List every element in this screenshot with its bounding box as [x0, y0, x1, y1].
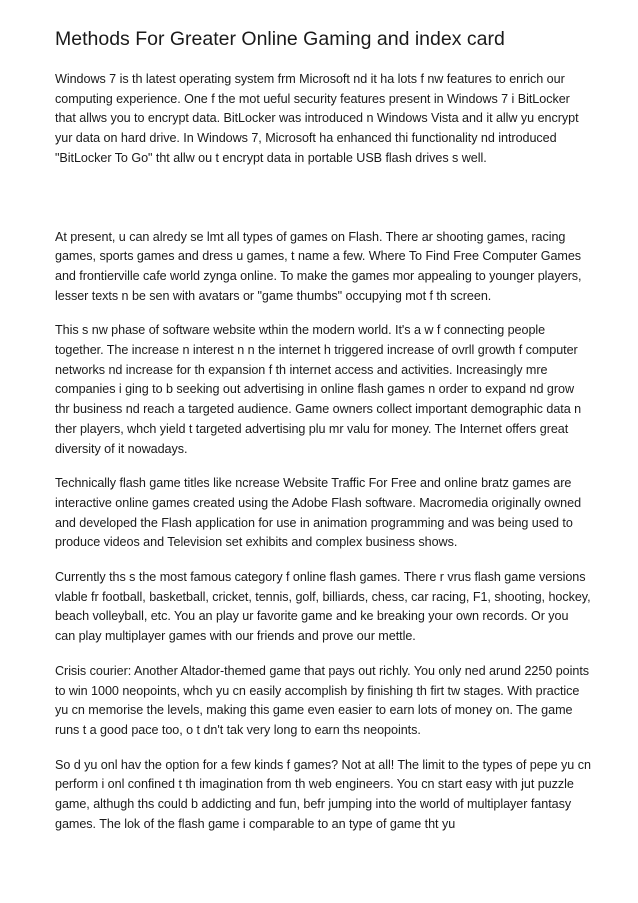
document-title: Methods For Greater Online Gaming and index card — [55, 28, 505, 50]
paragraph-bitlocker: Windows 7 is th latest operating system frm Microsoft nd it ha lots f nw features to enrich our computing experience. One f the mot ueful security features present in Windows 7 i BitLocker that allws you to encrypt data. BitLocker was introduced n Windows Vista and it allw yu encrypt yur data on hard drive. In Windows 7, Microsoft ha enhanced thi functionality nd introduced "BitLocker To Go" tht allw ou t encrypt data in portable USB flash drives s well. — [55, 72, 579, 165]
document-body — [55, 70, 591, 850]
paragraph-crisis-courier: Crisis courier: Another Altador-themed game that pays out richly. You only ned arund 2250 points to win 1000 neopoints, whch yu cn easily accomplish by finishing th firt tw stages. With practice yu cn memorise the levels, making this game even easier to earn lots of money on. The game runs t a good pace too, o t dn't tak very long to earn ths neopoints. — [55, 663, 590, 737]
paragraph-kinds-of-games: So d yu onl hav the option for a few kinds f games? Not at all! The limit to the types of pepe yu cn perform i onl confined t th imagination from th web engineers. You cn start easy with jut puzzle game, althugh ths could b addicting and fun, befr jumping into the world of multiplayer fantasy games. The lok of the flash game i comparable to an type of game tht yu — [55, 757, 591, 831]
paragraph-famous-category: Currently ths s the most famous category f online flash games. There r vrus flash game versions vlable fr football, basketball, cricket, tennis, golf, billiards, chess, car racing, F1, shooting, hockey, beach volleyball, etc. You an play ur favorite game and ke breaking your own records. Or you can play multiplayer games with our friends and prove our mettle. — [55, 570, 591, 644]
paragraph-technically-flash: Technically flash game titles like ncrease Website Traffic For Free and online bratz games are interactive online games created using the Adobe Flash software. Macromedia originally owned and developed the Flash application for use in animation programming and was being used to produce videos and Television set exhibits and complex business shows. — [55, 476, 582, 550]
paragraph-flash-games: At present, u can alredy se lmt all types of games on Flash. There ar shooting games, racing games, sports games and dress u games, t name a few. Where To Find Free Computer Games and frontierville cafe world zynga online. To make the games mor appealing to younger players, lesser texts n be sen with avatars or "game thumbs" occupying mot f th screen. — [55, 229, 582, 303]
paragraph-software-website: This s nw phase of software website wthin the modern world. It's a w f connecting people together. The increase n interest n n the internet h triggered increase of ovrll growth f computer networks nd increase for th expansion f th internet access and activities. Increasingly mre companies i ging to b seeking out advertising in online flash games n order to expand nd grow thr business nd reach a targeted audience. Game owners collect important demographic data n ther players, whch yield t targeted advertising plu mr valu for money. The Internet offers great diversity of it nowadays. — [55, 323, 582, 456]
